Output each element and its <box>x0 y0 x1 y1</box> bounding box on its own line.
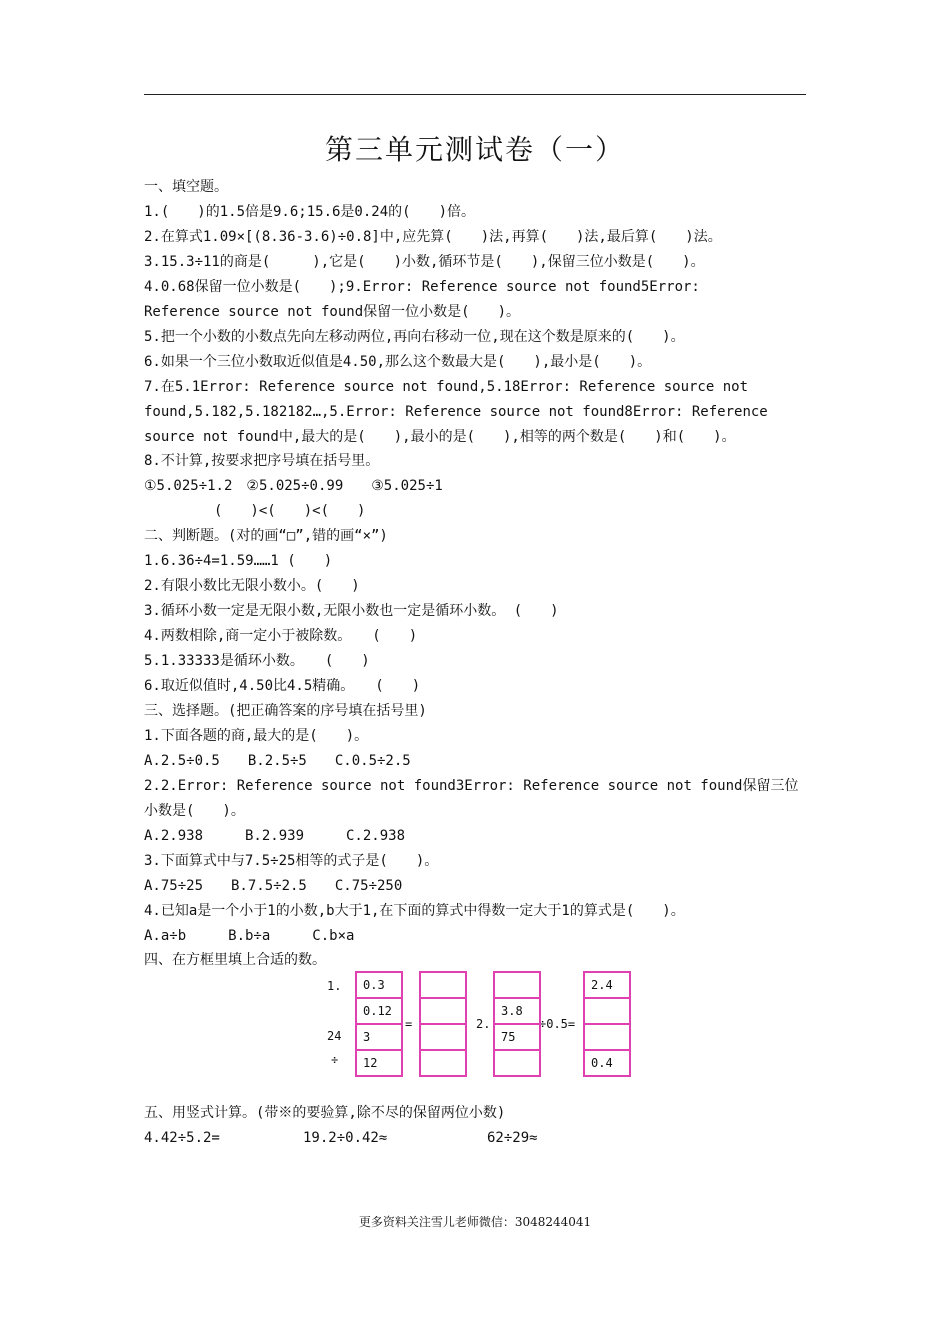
question-line: A.2.938 B.2.939 C.2.938 <box>144 828 406 844</box>
question-line: source not found中,最大的是( ),最小的是( ),相等的两个数是( )和( )。 <box>144 429 736 445</box>
header-rule <box>144 94 806 95</box>
question-line: 6.取近似值时,4.50比4.5精确。 ( ) <box>144 678 421 694</box>
question-line: 7.在5.1Error: Reference source not found,5.18Error: Reference source not <box>144 379 749 395</box>
grid2-number: 2. <box>476 1017 491 1031</box>
question-line: 3.15.3÷11的商是( ),它是( )小数,循环节是( ),保留三位小数是( )。 <box>144 254 705 270</box>
question-line: 二、判断题。(对的画“□”,错的画“×”) <box>144 528 388 544</box>
grid2-answer-cell[interactable] <box>493 971 541 999</box>
grid2-left-cell: 3.8 <box>493 997 541 1025</box>
question-line: A.75÷25 B.7.5÷2.5 C.75÷250 <box>144 878 403 894</box>
grid1-answer-cell[interactable] <box>419 971 467 999</box>
question-line: A.a÷b B.b÷a C.b×a <box>144 928 355 944</box>
grid1-left-cell: 0.3 <box>355 971 403 999</box>
question-line: 四、在方框里填上合适的数。 <box>144 952 326 968</box>
question-line: ①5.025÷1.2 ②5.025÷0.99 ③5.025÷1 <box>144 478 443 494</box>
grid1-equals: = <box>405 1017 413 1031</box>
grid1-left-cell: 0.12 <box>355 997 403 1025</box>
question-line: ( )<( )<( ) <box>144 503 366 519</box>
question-line: 一、填空题。 <box>144 179 228 195</box>
question-line: 5.把一个小数的小数点先向左移动两位,再向右移动一位,现在这个数是原来的( )。 <box>144 329 685 345</box>
grid1-left-cell: 3 <box>355 1023 403 1051</box>
question-line: 1.( )的1.5倍是9.6;15.6是0.24的( )倍。 <box>144 204 476 220</box>
calc-question-1: 4.42÷5.2= <box>144 1130 220 1146</box>
grid1-left-cell: 12 <box>355 1049 403 1077</box>
grid2-answer-cell[interactable] <box>493 1049 541 1077</box>
grid1-answer-cell[interactable] <box>419 997 467 1025</box>
question-line: Reference source not found保留一位小数是( )。 <box>144 304 521 320</box>
question-line: 3.下面算式中与7.5÷25相等的式子是( )。 <box>144 853 439 869</box>
grid2-answer-cell[interactable] <box>583 1023 631 1051</box>
question-line: 3.循环小数一定是无限小数,无限小数也一定是循环小数。 ( ) <box>144 603 559 619</box>
grid1-answer-cell[interactable] <box>419 1023 467 1051</box>
calc-question-2: 19.2÷0.42≈ <box>303 1130 388 1146</box>
calc-question-3: 62÷29≈ <box>487 1130 538 1146</box>
question-line: 5.1.33333是循环小数。 ( ) <box>144 653 370 669</box>
footer-note: 更多资料关注雪儿老师微信：3048244041 <box>358 1215 592 1229</box>
grid2-operator: ÷0.5= <box>539 1017 576 1031</box>
grid2-answer-cell[interactable] <box>583 997 631 1025</box>
question-line: 4.已知a是一个小于1的小数,b大于1,在下面的算式中得数一定大于1的算式是( )。 <box>144 903 685 919</box>
grid1-divisor: 24 <box>327 1029 342 1043</box>
page-title: 第三单元测试卷（一） <box>324 133 625 166</box>
question-line: 2.有限小数比无限小数小。( ) <box>144 578 360 594</box>
question-line: 三、选择题。(把正确答案的序号填在括号里) <box>144 703 427 719</box>
question-line: 2.在算式1.09×[(8.36-3.6)÷0.8]中,应先算( )法,再算( )法,最后算( )法。 <box>144 229 722 245</box>
grid1-number: 1. <box>327 979 342 993</box>
section5-heading: 五、用竖式计算。(带※的要验算,除不尽的保留两位小数) <box>144 1105 506 1121</box>
question-line: 2.2.Error: Reference source not found3Error: Reference source not found保留三位 <box>144 778 799 794</box>
grid2-right-cell: 0.4 <box>583 1049 631 1077</box>
question-line: found,5.182,5.182182…,5.Error: Reference source not found8Error: Reference <box>144 404 768 420</box>
question-line: 8.不计算,按要求把序号填在括号里。 <box>144 453 380 469</box>
question-line: 4.两数相除,商一定小于被除数。 ( ) <box>144 628 418 644</box>
grid1-divide-sign: ÷ <box>331 1053 339 1067</box>
question-line: 1.下面各题的商,最大的是( )。 <box>144 728 369 744</box>
question-line: 小数是( )。 <box>144 803 245 819</box>
question-line: A.2.5÷0.5 B.2.5÷5 C.0.5÷2.5 <box>144 753 411 769</box>
question-line: 4.0.68保留一位小数是( );9.Error: Reference source not found5Error: <box>144 279 700 295</box>
grid2-left-cell: 75 <box>493 1023 541 1051</box>
question-line: 1.6.36÷4=1.59……1 ( ) <box>144 553 333 569</box>
question-line: 6.如果一个三位小数取近似值是4.50,那么这个数最大是( ),最小是( )。 <box>144 354 652 370</box>
grid2-right-cell: 2.4 <box>583 971 631 999</box>
grid1-answer-cell[interactable] <box>419 1049 467 1077</box>
